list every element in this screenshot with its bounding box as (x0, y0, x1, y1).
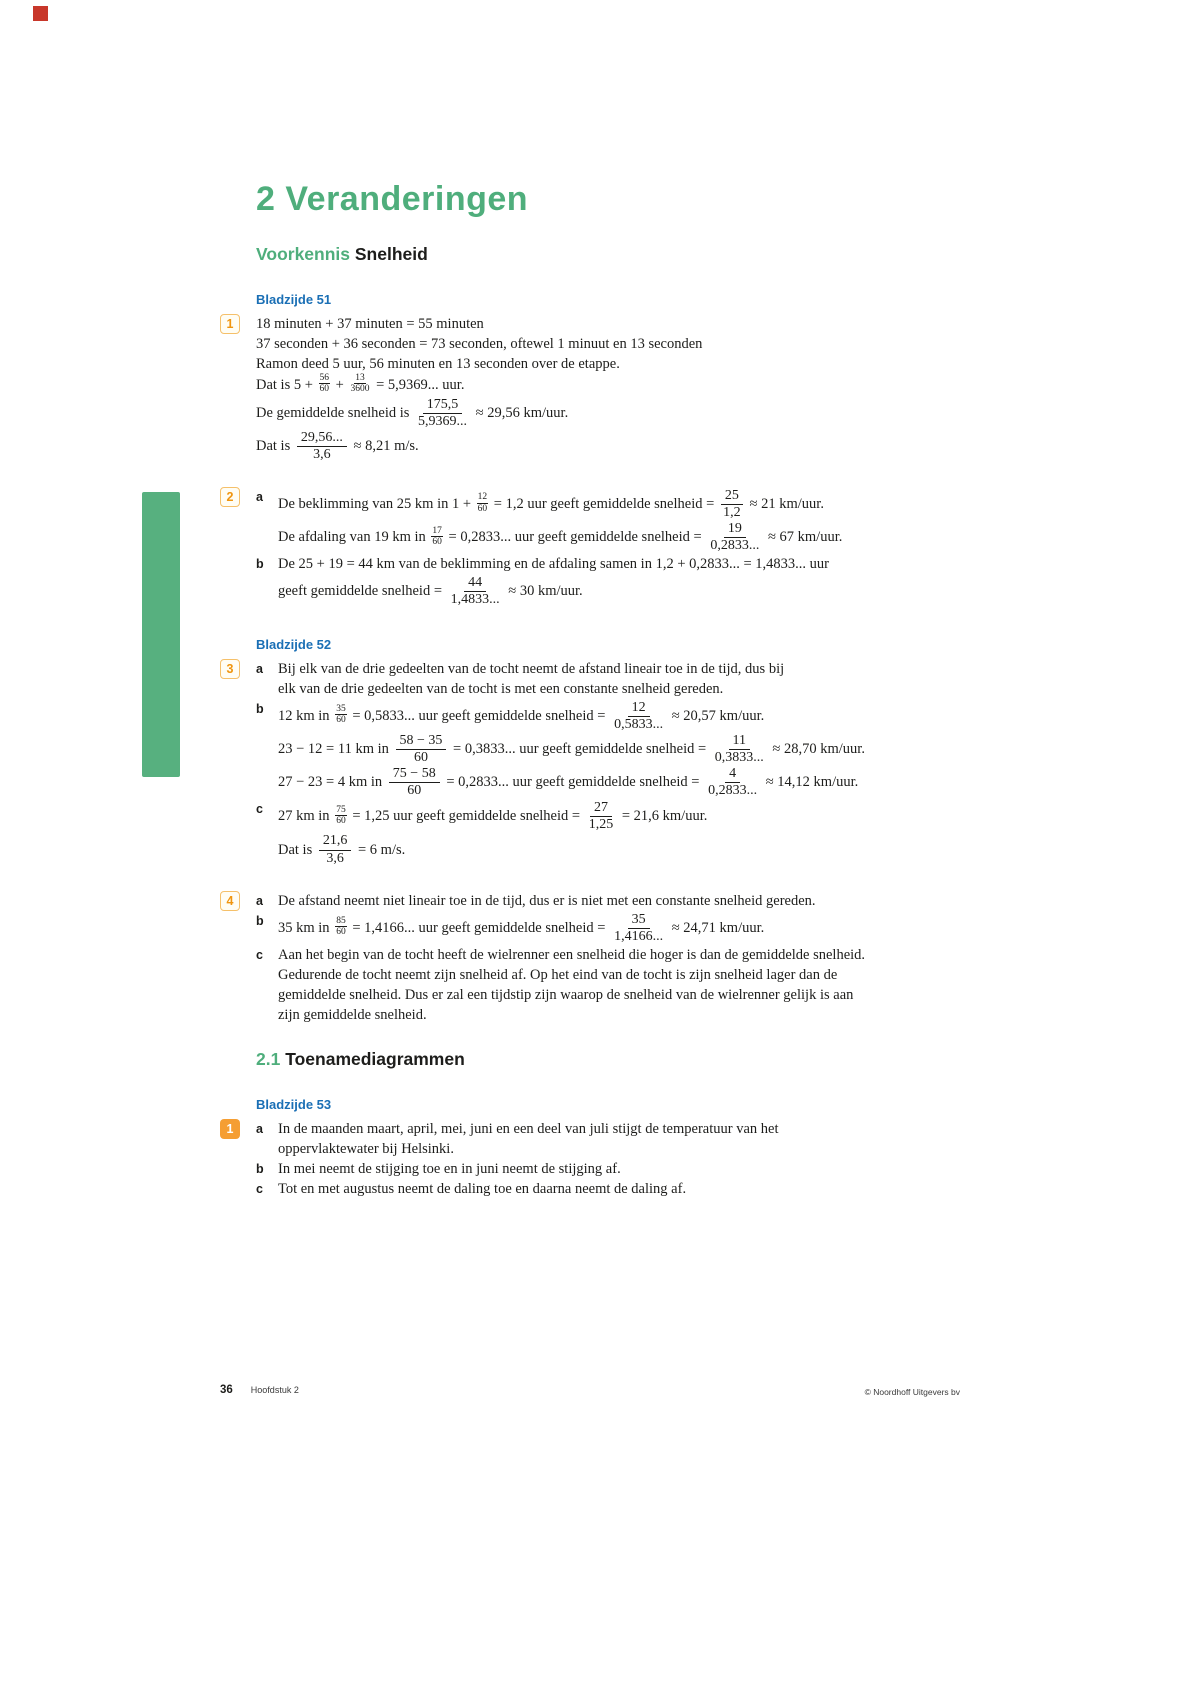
page-reference: Bladzijde 52 (256, 636, 332, 652)
answer-line (278, 766, 956, 798)
fraction-denominator: 1,2 (723, 505, 741, 521)
text-segment: Gedurende de tocht neemt zijn snelheid af. Op het eind van de tocht is zijn snelheid lager dan de (278, 966, 838, 983)
exercise-items (256, 314, 956, 463)
item-lines (278, 945, 956, 1025)
inline-fraction (334, 704, 348, 726)
fraction-denominator: 60 (413, 749, 428, 765)
item-lines (278, 554, 956, 608)
exercise-number: 4 (220, 891, 240, 911)
answer-line (256, 314, 956, 334)
exercise (226, 314, 956, 463)
fraction-numerator: 175,5 (423, 397, 463, 414)
answer-line (278, 833, 956, 865)
answer-line (278, 679, 956, 699)
item-letter: a (256, 489, 263, 504)
fraction-numerator: 27 (590, 800, 612, 817)
fraction-denominator: 0,5833... (614, 716, 664, 732)
text-segment: De afstand neemt niet lineair toe in de tijd, dus er is niet met een constante snelheid gereden. (278, 892, 816, 909)
display-fraction (706, 766, 759, 798)
text-segment: In de maanden maart, april, mei, juni en een deel van juli stijgt de temperatuur van het (278, 1120, 779, 1137)
text-segment: = 21,6 km/uur. (618, 808, 708, 825)
text-segment: = 0,3833... uur geeft gemiddelde snelheid = (449, 740, 710, 757)
text-segment: ≈ 14,12 km/uur. (762, 774, 859, 791)
fraction-numerator: 75 − 58 (389, 766, 440, 783)
item-letter: c (256, 1181, 263, 1196)
text-segment: Dat is (256, 437, 294, 454)
display-fraction (389, 766, 440, 798)
item-letter: b (256, 557, 264, 572)
exercise-item (256, 1159, 956, 1179)
exercise (226, 487, 956, 609)
item-lines (278, 1179, 956, 1199)
exercise-item (256, 891, 956, 911)
fraction-denominator: 5,9369... (418, 413, 468, 429)
text-segment: Dat is (278, 841, 316, 858)
answer-line (278, 1005, 956, 1025)
heading-part: Toenamediagrammen (285, 1048, 465, 1069)
answer-line (278, 733, 956, 765)
text-segment: ≈ 28,70 km/uur. (768, 740, 865, 757)
item-lines (278, 699, 956, 800)
text-segment: + (332, 376, 348, 393)
answer-line (278, 1139, 956, 1159)
fraction-denominator: 60 (336, 815, 346, 826)
answer-line (278, 554, 956, 574)
display-fraction (612, 700, 665, 732)
text-segment: Ramon deed 5 uur, 56 minuten en 13 seconden over de etappe. (256, 356, 620, 372)
fraction-denominator: 60 (336, 715, 346, 726)
exercise-number: 1 (220, 1119, 240, 1139)
display-fraction (449, 575, 502, 607)
answer-line (278, 1159, 956, 1179)
text-segment: De 25 + 19 = 44 km van de beklimming en de afdaling samen in 1,2 + 0,2833... = 1,4833... uur (278, 556, 829, 573)
text-segment: 12 km in (278, 707, 334, 724)
exercise-items (256, 891, 956, 1025)
fraction-denominator: 60 (432, 536, 442, 547)
item-lines (256, 314, 956, 463)
display-fraction (297, 430, 347, 462)
item-letter: c (256, 947, 263, 962)
fraction-numerator: 11 (729, 733, 750, 750)
inline-fraction (348, 373, 371, 395)
text-segment: 35 km in (278, 919, 334, 936)
footer (220, 1384, 299, 1396)
heading-part: Voorkennis (256, 244, 355, 264)
item-letter: a (256, 661, 263, 676)
inline-fraction (430, 526, 444, 548)
answer-line (256, 334, 956, 354)
text-segment: = 1,25 uur geeft gemiddelde snelheid = (348, 808, 584, 825)
fraction-denominator: 60 (407, 783, 422, 799)
inline-fraction (334, 805, 348, 827)
text-segment: Bij elk van de drie gedeelten van de tocht neemt de afstand lineair toe in de tijd, dus bij (278, 660, 785, 677)
item-lines (278, 1159, 956, 1179)
exercise-item (256, 799, 956, 866)
answer-line (278, 912, 956, 944)
item-lines (278, 659, 956, 699)
fraction-numerator: 44 (464, 575, 486, 592)
item-letter: b (256, 913, 264, 928)
section-heading (256, 244, 956, 264)
fraction-numerator: 75 (336, 804, 346, 815)
item-lines (278, 1119, 956, 1159)
fraction-denominator: 0,2833... (708, 783, 758, 799)
answer-line (256, 397, 956, 429)
fraction-denominator: 0,2833... (710, 538, 760, 554)
chapter-title: 2 Veranderingen (256, 180, 529, 218)
text-segment: Dat is 5 + (256, 376, 317, 393)
text-segment: 23 − 12 = 11 km in (278, 740, 393, 757)
fraction-numerator: 58 − 35 (396, 733, 447, 750)
fraction-denominator: 60 (336, 927, 346, 938)
text-segment: geeft gemiddelde snelheid = (278, 583, 446, 600)
text-segment: ≈ 29,56 km/uur. (472, 404, 569, 421)
exercise-item (256, 659, 956, 699)
text-segment: elk van de drie gedeelten van de tocht is met een constante snelheid gereden. (278, 680, 724, 697)
fraction-denominator: 1,4833... (450, 592, 500, 608)
display-fraction (587, 800, 616, 832)
item-letter: b (256, 701, 264, 716)
text-segment: 37 seconden + 36 seconden = 73 seconden, oftewel 1 minuut en 13 seconden (256, 336, 703, 352)
fraction-numerator: 29,56... (297, 430, 347, 447)
fraction-denominator: 1,4166... (614, 928, 664, 944)
fraction-numerator: 56 (319, 373, 330, 383)
text-segment: = 5,9369... uur. (372, 376, 465, 393)
fraction-numerator: 35 (628, 912, 650, 929)
answer-line (278, 575, 956, 607)
answer-line (278, 945, 956, 965)
heading-part: 2.1 (256, 1048, 286, 1069)
exercise-item (256, 487, 956, 554)
text-segment: ≈ 20,57 km/uur. (668, 707, 765, 724)
side-accent-bar (142, 492, 180, 777)
section-heading (256, 1049, 956, 1069)
text-segment: De beklimming van 25 km in 1 + (278, 496, 475, 513)
text-segment: 27 km in (278, 808, 334, 825)
fraction-numerator: 17 (432, 525, 442, 536)
text-segment: 18 minuten + 37 minuten = 55 minuten (256, 316, 484, 332)
text-segment: Aan het begin van de tocht heeft de wielrenner een snelheid die hoger is dan de gemiddelde snelheid. (278, 946, 866, 963)
fraction-numerator: 12 (477, 492, 488, 503)
fraction-numerator: 21,6 (319, 833, 352, 850)
item-letter: a (256, 893, 263, 908)
corner-mark (33, 6, 48, 21)
answer-line (256, 430, 956, 462)
footer-chapter-label: Hoofdstuk 2 (250, 1385, 299, 1395)
text-segment: gemiddelde snelheid. Dus er zal een tijdstip zijn waarop de snelheid van de wielrenner gelijk is aan (278, 986, 854, 1003)
item-lines (278, 799, 956, 866)
answer-line (256, 374, 956, 396)
answer-line (278, 800, 956, 832)
text-segment: ≈ 30 km/uur. (504, 583, 583, 600)
text-segment: ≈ 24,71 km/uur. (668, 919, 765, 936)
text-segment: Tot en met augustus neemt de daling toe en daarna neemt de daling af. (278, 1180, 687, 1197)
answer-line (278, 1179, 956, 1199)
footer-copyright: © Noordhoff Uitgevers bv (864, 1387, 960, 1397)
fraction-numerator: 12 (628, 700, 650, 717)
item-letter: a (256, 1121, 263, 1136)
text-segment: oppervlaktewater bij Helsinki. (278, 1140, 454, 1157)
display-fraction (416, 397, 469, 429)
answer-line (278, 965, 956, 985)
fraction-denominator: 1,25 (588, 817, 614, 833)
text-segment: zijn gemiddelde snelheid. (278, 1006, 427, 1023)
text-segment: 27 − 23 = 4 km in (278, 774, 386, 791)
display-fraction (319, 833, 352, 865)
display-fraction (713, 733, 766, 765)
answer-line (278, 659, 956, 679)
exercise-item (256, 1119, 956, 1159)
fraction-numerator: 13 (355, 373, 365, 383)
text-segment: = 0,2833... uur geeft gemiddelde snelheid = (444, 529, 706, 546)
heading-part: Snelheid (354, 244, 428, 264)
inline-fraction (334, 916, 348, 938)
display-fraction (708, 521, 761, 553)
footer-page-number: 36 (220, 1384, 233, 1396)
display-fraction (396, 733, 447, 765)
item-lines (278, 911, 956, 945)
fraction-denominator: 60 (319, 384, 330, 395)
answer-line (278, 1119, 956, 1139)
exercise-number: 1 (220, 314, 240, 334)
text-segment: = 0,5833... uur geeft gemiddelde snelheid = (348, 707, 610, 724)
text-segment: ≈ 8,21 m/s. (349, 437, 419, 454)
item-lines (278, 891, 956, 911)
text-segment: = 0,2833... uur geeft gemiddelde snelheid = (442, 774, 704, 791)
exercise-item (256, 911, 956, 945)
exercise-number: 3 (220, 659, 240, 679)
fraction-numerator: 35 (336, 703, 346, 714)
exercise-item (256, 699, 956, 800)
fraction-denominator: 3,6 (326, 850, 344, 866)
inline-fraction (476, 492, 490, 514)
exercise-items (256, 1119, 956, 1199)
answer-line (278, 521, 956, 553)
text-segment: In mei neemt de stijging toe en in juni neemt de stijging af. (278, 1160, 621, 1177)
exercise (226, 891, 956, 1025)
exercise-number: 2 (220, 487, 240, 507)
answer-line (278, 985, 956, 1005)
exercise-item (256, 945, 956, 1025)
text-segment: = 1,4166... uur geeft gemiddelde snelheid = (348, 919, 610, 936)
answer-line (256, 354, 956, 374)
item-lines (278, 487, 956, 554)
exercise-item (256, 554, 956, 608)
fraction-denominator: 60 (477, 503, 488, 514)
text-segment: De afdaling van 19 km in (278, 529, 430, 546)
text-segment: ≈ 21 km/uur. (745, 496, 824, 513)
answers-content (226, 180, 956, 1223)
page-reference: Bladzijde 53 (256, 1096, 332, 1112)
display-fraction (612, 912, 665, 944)
exercise-items (256, 659, 956, 867)
fraction-numerator: 19 (724, 521, 746, 538)
fraction-denominator: 3,6 (313, 446, 331, 462)
page-reference: Bladzijde 51 (256, 292, 332, 307)
exercise (226, 1119, 956, 1199)
exercise-item (256, 314, 956, 463)
exercise (226, 659, 956, 867)
text-segment: ≈ 67 km/uur. (764, 529, 843, 546)
inline-fraction (318, 373, 332, 395)
exercise-item (256, 1179, 956, 1199)
text-segment: = 1,2 uur geeft gemiddelde snelheid = (490, 496, 718, 513)
answer-line (278, 700, 956, 732)
fraction-numerator: 4 (725, 766, 740, 783)
fraction-denominator: 3600 (350, 384, 370, 395)
fraction-denominator: 0,3833... (714, 749, 764, 765)
fraction-numerator: 25 (721, 488, 743, 505)
text-segment: De gemiddelde snelheid is (256, 404, 414, 421)
fraction-numerator: 85 (336, 916, 346, 927)
display-fraction (721, 488, 743, 520)
text-segment: = 6 m/s. (354, 841, 406, 858)
exercise-items (256, 487, 956, 609)
answer-line (278, 891, 956, 911)
answer-line (278, 488, 956, 520)
item-letter: b (256, 1161, 264, 1176)
item-letter: c (256, 802, 263, 817)
